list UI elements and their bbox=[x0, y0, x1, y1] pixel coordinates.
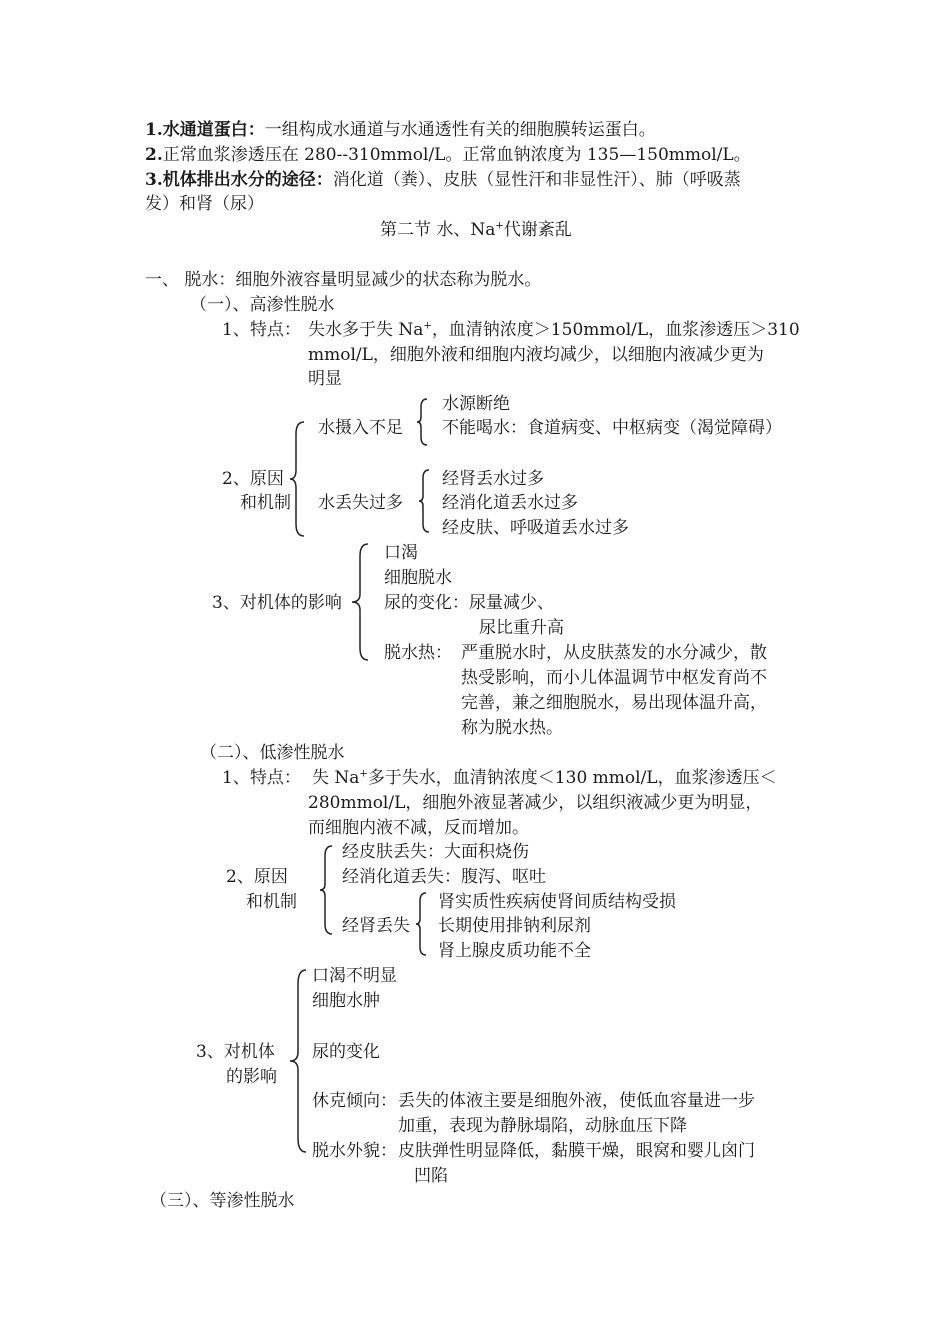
hyper-title: （一）、高渗性脱水 bbox=[190, 295, 335, 315]
hypo-cause-label-1: 2、原因 bbox=[226, 867, 288, 887]
iso-title: （三）、等渗性脱水 bbox=[150, 1191, 295, 1211]
part1-heading: 一、 脱水：细胞外液容量明显减少的状态称为脱水。 bbox=[145, 270, 542, 290]
hyper-cause-label-1: 2、原因 bbox=[222, 469, 284, 489]
hypo-feature-line-1-pre: 失 Na bbox=[312, 768, 360, 788]
hyper-intake-label: 水摄入不足 bbox=[318, 418, 403, 438]
hypo-effect-label-1: 3、对机体 bbox=[196, 1042, 275, 1062]
hypo-feature-line-1 bbox=[312, 766, 777, 790]
hypo-kidney-item-1: 肾实质性疾病使肾间质结构受损 bbox=[438, 892, 676, 912]
hypo-cause-brace bbox=[318, 844, 334, 936]
hypo-appearance-label: 脱水外貌： bbox=[312, 1141, 397, 1161]
hypo-effect-label-2: 的影响 bbox=[226, 1067, 277, 1087]
hyper-cause-brace bbox=[288, 420, 306, 538]
hypo-appearance-line-2: 凹陷 bbox=[414, 1166, 448, 1186]
section-title-pre: 第二节 水、Na bbox=[380, 220, 496, 240]
definition-1 bbox=[145, 118, 656, 142]
hypo-effect-item-1: 口渴不明显 bbox=[312, 966, 397, 986]
hyper-loss-brace bbox=[417, 468, 431, 534]
hyper-effect-brace bbox=[348, 542, 370, 662]
hyper-effect-item-1: 口渴 bbox=[384, 543, 418, 563]
section-title bbox=[380, 218, 572, 242]
hyper-feature-line-1-tail: ，血清钠浓度＞150mmol/L，血浆渗透压＞310 bbox=[431, 320, 800, 340]
definition-3-text: 消化道（粪）、皮肤（显性汗和非显性汗）、肺（呼吸蒸 bbox=[332, 170, 741, 190]
hyper-effect-label: 3、对机体的影响 bbox=[212, 593, 342, 613]
section-title-sup: + bbox=[495, 220, 504, 232]
hyper-cause-label-2: 和机制 bbox=[240, 493, 291, 513]
definition-3 bbox=[145, 168, 741, 192]
hyper-loss-item-2: 经消化道丢水过多 bbox=[442, 493, 578, 513]
hypo-shock-line-1: 丢失的体液主要是细胞外液，使低血容量进一步 bbox=[398, 1091, 755, 1111]
hypo-kidney-brace bbox=[414, 891, 428, 957]
definition-3-cont: 发）和肾（尿） bbox=[145, 194, 264, 214]
hyper-effect-item-4: 尿比重升高 bbox=[479, 618, 564, 638]
definition-2-term: 2. bbox=[145, 145, 163, 165]
hyper-loss-label: 水丢失过多 bbox=[318, 493, 403, 513]
hypo-title: （二）、低渗性脱水 bbox=[200, 743, 345, 763]
hypo-skin-loss: 经皮肤丢失：大面积烧伤 bbox=[342, 842, 529, 862]
hypo-effect-item-3: 尿的变化 bbox=[312, 1042, 380, 1062]
hypo-feature-sup: + bbox=[359, 768, 368, 780]
hyper-feature-line-1-pre: 失水多于失 Na bbox=[308, 320, 424, 340]
hyper-intake-item-1: 水源断绝 bbox=[442, 394, 510, 414]
hyper-feature-line-1 bbox=[308, 318, 800, 342]
hyper-effect-item-5: 脱水热： bbox=[384, 643, 452, 663]
hypo-feature-line-2: 280mmol/L，细胞外液显著减少，以组织液减少更为明显， bbox=[308, 793, 763, 813]
hypo-kidney-label: 经肾丢失 bbox=[342, 916, 410, 936]
definition-3-term: 3.机体排出水分的途径： bbox=[145, 170, 333, 190]
hyper-fever-line-3: 完善，兼之细胞脱水，易出现体温升高， bbox=[461, 693, 767, 713]
hyper-feature-sup: + bbox=[423, 320, 432, 332]
hyper-fever-line-2: 热受影响，而小儿体温调节中枢发育尚不 bbox=[461, 668, 767, 688]
hypo-kidney-item-3: 肾上腺皮质功能不全 bbox=[438, 941, 591, 961]
hyper-feature-line-2: mmol/L，细胞外液和细胞内液均减少，以细胞内液减少更为 bbox=[308, 345, 764, 365]
hypo-cause-label-2: 和机制 bbox=[246, 892, 297, 912]
hyper-effect-item-2: 细胞脱水 bbox=[384, 568, 452, 588]
hyper-loss-item-3: 经皮肤、呼吸道丢水过多 bbox=[442, 518, 629, 538]
hypo-gi-loss: 经消化道丢失：腹泻、呕吐 bbox=[342, 867, 546, 887]
section-title-post: 代谢紊乱 bbox=[503, 220, 572, 240]
hyper-intake-brace bbox=[415, 397, 429, 447]
hypo-feature-line-1-post: 多于失水，血清钠浓度＜130 mmol/L，血浆渗透压＜ bbox=[367, 768, 777, 788]
hypo-kidney-item-2: 长期使用排钠利尿剂 bbox=[438, 916, 591, 936]
hyper-feature-line-3: 明显 bbox=[308, 369, 342, 389]
definition-1-term: 1.水通道蛋白： bbox=[145, 120, 265, 140]
hypo-feature-line-3: 而细胞内液不减，反而增加。 bbox=[308, 818, 529, 838]
definition-2 bbox=[145, 143, 751, 167]
hypo-effect-brace bbox=[286, 968, 308, 1154]
definition-1-text: 一组构成水通道与水通透性有关的细胞膜转运蛋白。 bbox=[264, 120, 656, 140]
hyper-feature-label: 1、特点： bbox=[222, 320, 301, 340]
hypo-feature-label: 1、特点： bbox=[222, 768, 301, 788]
hyper-effect-item-3: 尿的变化：尿量减少、 bbox=[384, 593, 554, 613]
hyper-loss-item-1: 经肾丢水过多 bbox=[442, 469, 544, 489]
hypo-effect-item-2: 细胞水肿 bbox=[312, 991, 380, 1011]
hyper-intake-item-2: 不能喝水：食道病变、中枢病变（渴觉障碍） bbox=[442, 418, 782, 438]
hypo-appearance-line-1: 皮肤弹性明显降低，黏膜干燥，眼窝和婴儿囟门 bbox=[398, 1141, 755, 1161]
definition-2-text: 正常血浆渗透压在 280--310mmol/L。正常血钠浓度为 135—150mmol/L。 bbox=[162, 145, 751, 165]
hypo-shock-line-2: 加重，表现为静脉塌陷，动脉血压下降 bbox=[398, 1116, 687, 1136]
hyper-fever-line-4: 称为脱水热。 bbox=[461, 718, 563, 738]
hyper-fever-line-1: 严重脱水时，从皮肤蒸发的水分减少，散 bbox=[461, 643, 767, 663]
hypo-shock-label: 休克倾向： bbox=[312, 1091, 397, 1111]
